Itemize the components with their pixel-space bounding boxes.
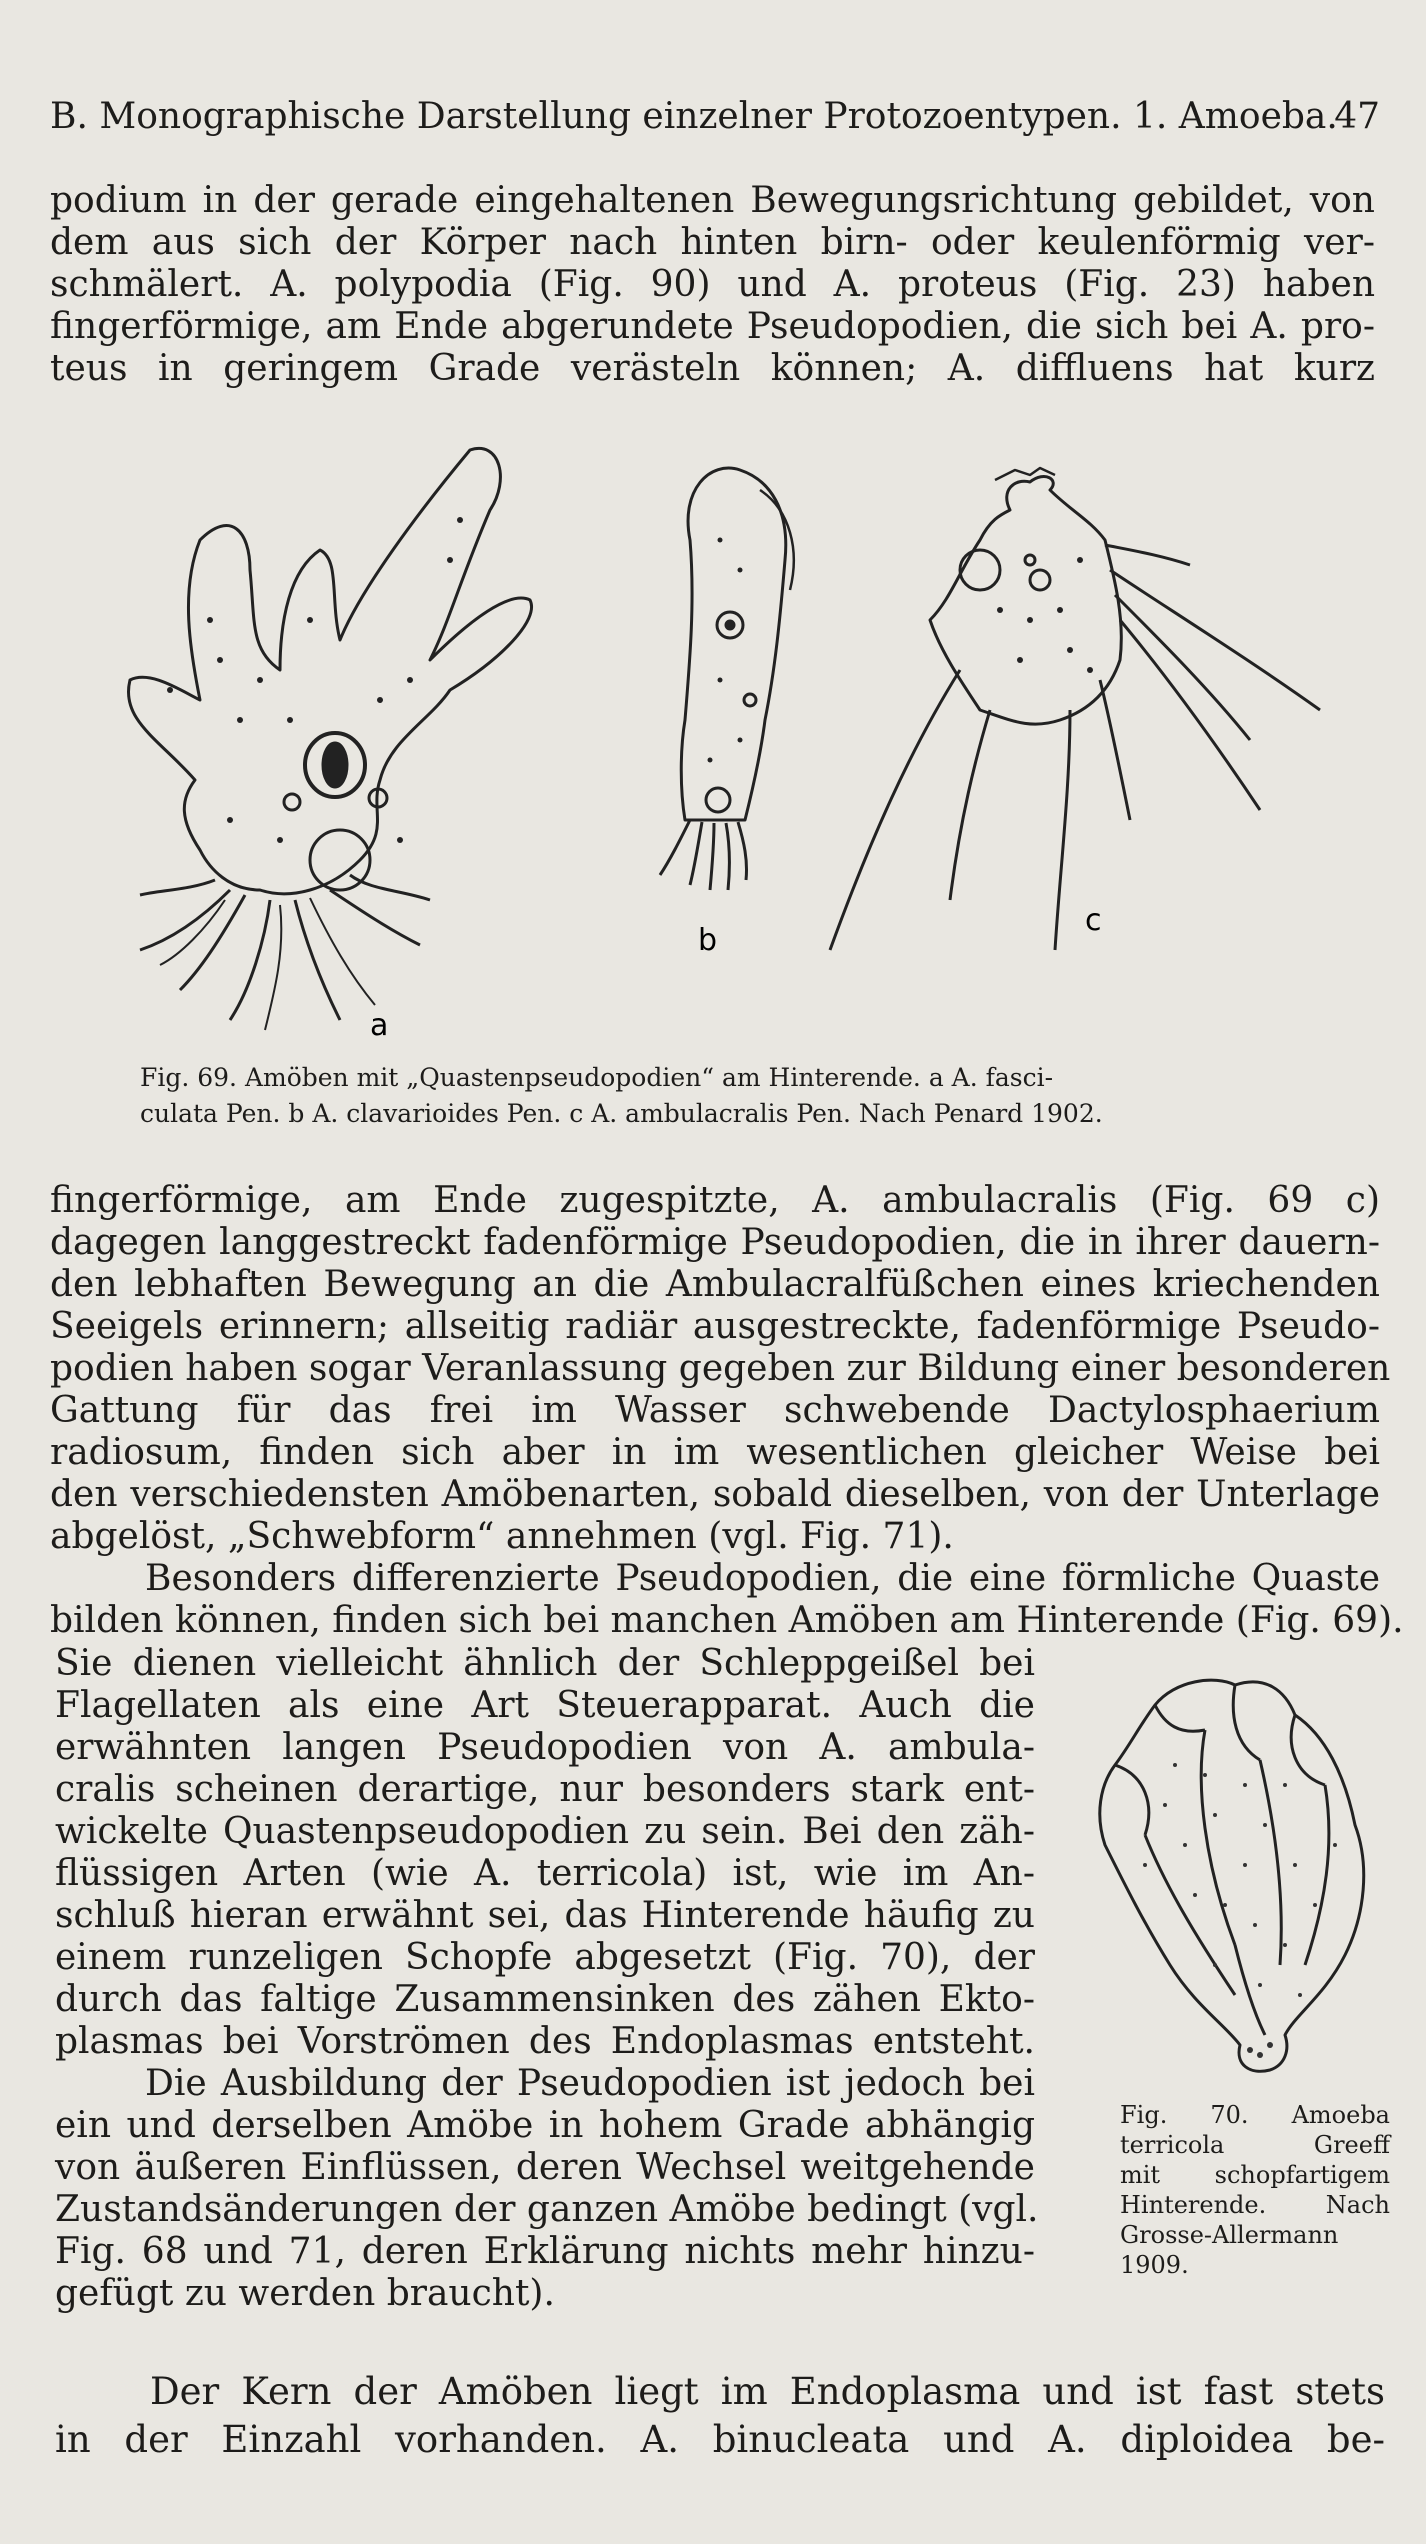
text-line: schmälert. A. polypodia (Fig. 90) und A. proteus (Fig. 23) haben bbox=[50, 264, 1375, 305]
paragraph-top bbox=[50, 180, 1375, 390]
page-number: 47 bbox=[1334, 96, 1380, 137]
text-line: Sie dienen vielleicht ähnlich der Schleppgeißel bei bbox=[55, 1643, 1035, 1684]
running-header bbox=[50, 92, 1380, 142]
figure-label-b: b bbox=[698, 923, 718, 958]
text-line: dagegen langgestreckt fadenförmige Pseudopodien, die in ihrer dauern- bbox=[50, 1222, 1380, 1263]
paragraph-middle bbox=[50, 1180, 1404, 1642]
figure-label-a: a bbox=[370, 1008, 389, 1043]
text-line: fingerförmige, am Ende zugespitzte, A. ambulacralis (Fig. 69 c) bbox=[50, 1180, 1380, 1221]
figure-label-c: c bbox=[1085, 903, 1102, 938]
text-line: teus in geringem Grade verästeln können; A. diffluens hat kurz bbox=[50, 348, 1375, 389]
text-line: in der Einzahl vorhanden. A. binucleata und A. diploidea be- bbox=[55, 2418, 1385, 2461]
text-line: Seeigels erinnern; allseitig radiär ausgestreckte, fadenförmige Pseudo- bbox=[50, 1306, 1380, 1347]
running-title: B. Monographische Darstellung einzelner Protozoentypen. 1. Amoeba. bbox=[50, 96, 1338, 137]
caption-line: terricola Greeff bbox=[1120, 2131, 1390, 2159]
caption-line: Hinterende. Nach bbox=[1120, 2191, 1390, 2219]
text-line: fingerförmige, am Ende abgerundete Pseudopodien, die sich bei A. pro- bbox=[50, 306, 1375, 347]
text-line: abgelöst, „Schwebform“ annehmen (vgl. Fig. 71). bbox=[50, 1516, 954, 1557]
text-line: flüssigen Arten (wie A. terricola) ist, wie im An- bbox=[55, 1853, 1035, 1894]
text-line: radiosum, finden sich aber in im wesentlichen gleicher Weise bei bbox=[50, 1432, 1380, 1473]
caption-line: Fig. 69. Amöben mit „Quastenpseudopodien“ am Hinterende. a A. fasci- bbox=[140, 1063, 1054, 1092]
text-line: Der Kern der Amöben liegt im Endoplasma und ist fast stets bbox=[150, 2370, 1385, 2413]
text-line: den lebhaften Bewegung an die Ambulacralfüßchen eines kriechenden bbox=[50, 1264, 1380, 1305]
amoeba-terricola-body bbox=[1100, 1680, 1364, 2071]
text-line: dem aus sich der Körper nach hinten birn- oder keulenförmig ver- bbox=[50, 222, 1375, 263]
text-line: plasmas bei Vorströmen des Endoplasmas entsteht. bbox=[55, 2021, 1035, 2062]
amoeba-c-body bbox=[930, 477, 1121, 725]
text-line: Zustandsänderungen der ganzen Amöbe bedingt (vgl. bbox=[55, 2189, 1039, 2230]
amoeba-a-body bbox=[128, 448, 531, 893]
text-line: podien haben sogar Veranlassung gegeben zur Bildung einer besonderen bbox=[50, 1348, 1391, 1389]
caption-line: Fig. 70. Amoeba bbox=[1120, 2101, 1390, 2129]
text-line: Flagellaten als eine Art Steuerapparat. Auch die bbox=[55, 1685, 1035, 1726]
text-line: ein und derselben Amöbe in hohem Grade abhängig bbox=[55, 2105, 1035, 2146]
text-line: erwähnten langen Pseudopodien von A. ambula- bbox=[55, 1727, 1035, 1768]
text-line: bilden können, finden sich bei manchen Amöben am Hinterende (Fig. 69). bbox=[50, 1600, 1404, 1641]
amoeba-c-vacuole bbox=[960, 550, 1000, 590]
paragraph-wrap bbox=[55, 1643, 1039, 2315]
text-line: Gattung für das frei im Wasser schwebende Dactylosphaerium bbox=[50, 1390, 1380, 1431]
text-line: einem runzeligen Schopfe abgesetzt (Fig. 70), der bbox=[55, 1937, 1035, 1978]
amoeba-b-vacuole bbox=[706, 788, 730, 812]
text-line: Besonders differenzierte Pseudopodien, die eine förmliche Quaste bbox=[145, 1558, 1380, 1599]
figure-69-illustration bbox=[30, 420, 1400, 1060]
amoeba-b-body bbox=[681, 468, 786, 820]
paragraph-bottom bbox=[55, 2368, 1385, 2464]
caption-line: culata Pen. b A. clavarioides Pen. c A. ambulacralis Pen. Nach Penard 1902. bbox=[140, 1099, 1103, 1128]
text-line: podium in der gerade eingehaltenen Bewegungsrichtung gebildet, von bbox=[50, 180, 1375, 221]
figure-70-caption bbox=[1120, 2100, 1390, 2280]
figure-70-illustration bbox=[1085, 1665, 1385, 2085]
text-line: cralis scheinen derartige, nur besonders stark ent- bbox=[55, 1769, 1035, 1810]
text-line: schluß hieran erwähnt sei, das Hinterende häufig zu bbox=[55, 1895, 1035, 1936]
text-line: Die Ausbildung der Pseudopodien ist jedoch bei bbox=[145, 2063, 1035, 2104]
caption-line: 1909. bbox=[1120, 2251, 1189, 2279]
text-line: von äußeren Einflüssen, deren Wechsel weitgehende bbox=[55, 2147, 1035, 2188]
text-line: den verschiedensten Amöbenarten, sobald dieselben, von der Unterlage bbox=[50, 1474, 1380, 1515]
text-line: wickelte Quastenpseudopodien zu sein. Bei den zäh- bbox=[55, 1811, 1035, 1852]
text-line: durch das faltige Zusammensinken des zähen Ekto- bbox=[55, 1979, 1035, 2020]
text-line: Fig. 68 und 71, deren Erklärung nichts mehr hinzu- bbox=[55, 2231, 1035, 2272]
figure-69-caption bbox=[140, 1060, 1380, 1132]
caption-line: mit schopfartigem bbox=[1120, 2161, 1390, 2189]
caption-line: Grosse-Allermann bbox=[1120, 2221, 1339, 2249]
text-line: gefügt zu werden braucht). bbox=[55, 2273, 555, 2314]
